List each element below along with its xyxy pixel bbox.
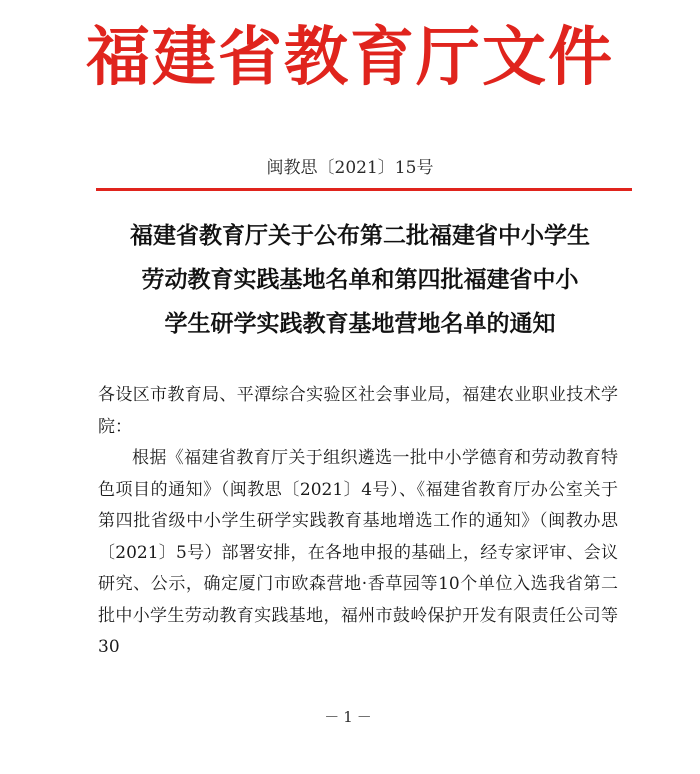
document-body [98, 380, 618, 664]
salutation: 各设区市教育局、平潭综合实验区社会事业局，福建农业职业技术学院： [98, 385, 618, 437]
issuer-header: 福建省教育厅文件 [86, 20, 614, 95]
body-paragraph: 根据《福建省教育厅关于组织遴选一批中小学德育和劳动教育特色项目的通知》（闽教思〔2021〕4号）、《福建省教育厅办公室关于第四批省级中小学生研学实践教育基地增选工作的通知》（闽教办思〔2021〕5号）部署安排，在各地申报的基础上，经专家评审、会议研究、公示，确定厦门市欧森营地·香草园等10个单位入选我省第二批中小学生劳动教育实践基地，福州市鼓岭保护开发有限责任公司等30 [98, 448, 618, 657]
page-number: －1－ [324, 708, 376, 726]
document-number: 闽教思〔2021〕15号 [266, 158, 434, 178]
title-line-2: 劳动教育实践基地名单和第四批福建省中小 [141, 266, 579, 293]
red-separator-line [96, 188, 632, 191]
document-title [90, 214, 630, 346]
title-line-1: 福建省教育厅关于公布第二批福建省中小学生 [130, 222, 590, 249]
title-line-3: 学生研学实践教育基地营地名单的通知 [164, 310, 556, 337]
